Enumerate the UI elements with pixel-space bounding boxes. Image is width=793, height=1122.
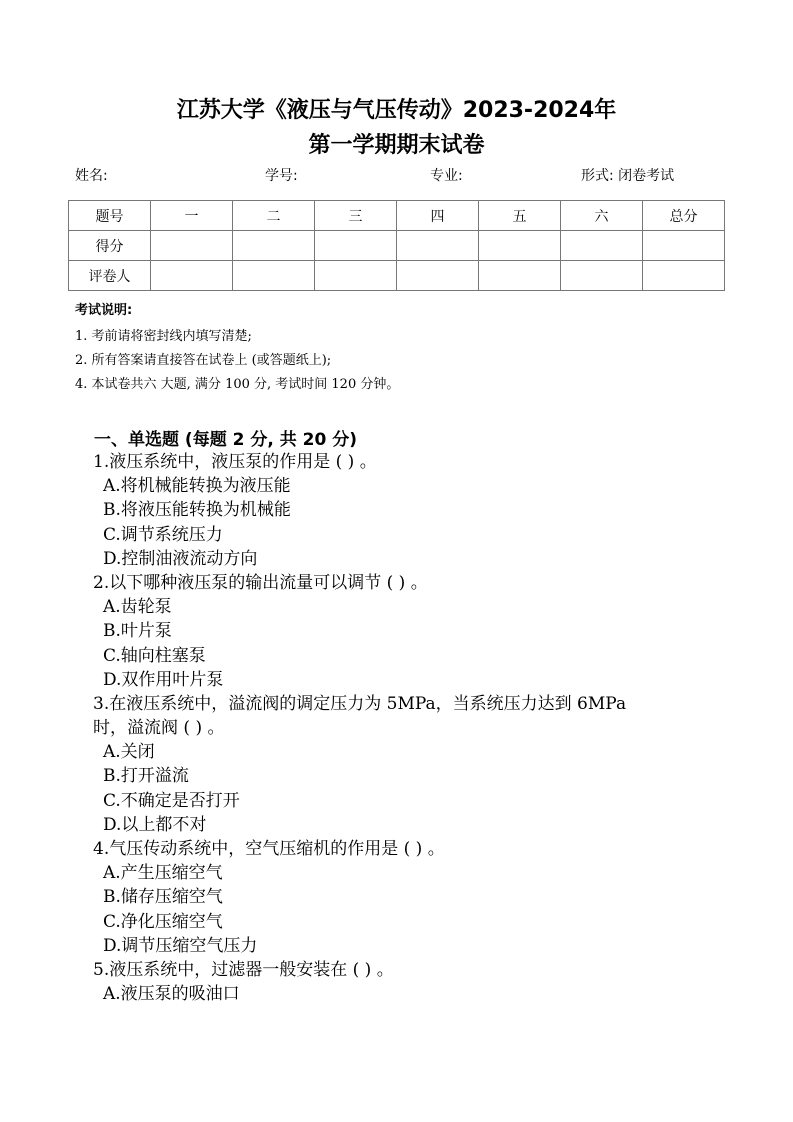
score-cell[interactable]: [479, 231, 561, 261]
question-option: A.产生压缩空气: [103, 863, 223, 884]
score-header-cell: 四: [397, 201, 479, 231]
grader-cell[interactable]: [397, 261, 479, 291]
grader-cell[interactable]: [479, 261, 561, 291]
score-table: [68, 200, 725, 291]
score-row-label: 得分: [69, 231, 151, 261]
student-info-row: [0, 165, 793, 185]
grader-cell[interactable]: [151, 261, 233, 291]
question-stem-continued: 时，溢流阀 ( ) 。: [93, 718, 225, 739]
question-option: B.叶片泵: [103, 621, 172, 642]
score-header-cell: 三: [315, 201, 397, 231]
question-option: B.打开溢流: [103, 766, 189, 787]
score-header-cell: 一: [151, 201, 233, 231]
grader-cell[interactable]: [561, 261, 643, 291]
question-option: B.将液压能转换为机械能: [103, 500, 291, 521]
question-option: D.双作用叶片泵: [103, 669, 224, 690]
question-stem: 4.气压传动系统中，空气压缩机的作用是 ( ) 。: [93, 839, 445, 859]
score-header-cell: 题号: [69, 201, 151, 231]
score-cell[interactable]: [151, 231, 233, 261]
question-option: C.净化压缩空气: [103, 911, 223, 932]
question-option: A.液压泵的吸油口: [103, 984, 240, 1005]
question-option: A.关闭: [103, 742, 155, 763]
question-option: A.将机械能转换为液压能: [103, 476, 291, 497]
exam-title-line1: 江苏大学《液压与气压传动》2023-2024年: [176, 98, 617, 123]
question-stem: 5.液压系统中，过滤器一般安装在 ( ) 。: [93, 959, 394, 980]
question-stem: 2.以下哪种液压泵的输出流量可以调节 ( ) 。: [93, 572, 428, 593]
score-cell[interactable]: [233, 231, 315, 261]
score-header-cell: 总分: [643, 201, 725, 231]
question-stem: 3.在液压系统中，溢流阀的调定压力为 5MPa，当系统压力达到 6MPa: [93, 693, 627, 714]
question-2: [93, 571, 713, 692]
question-option: D.以上都不对: [103, 814, 207, 835]
question-option: A.齿轮泵: [103, 597, 172, 618]
question-option: C.调节系统压力: [103, 524, 223, 545]
score-cell[interactable]: [397, 231, 479, 261]
question-option: B.储存压缩空气: [103, 887, 223, 908]
question-option: C.不确定是否打开: [103, 790, 240, 811]
section-title: 一、单选题 (每题 2 分, 共 20 分): [94, 430, 357, 450]
question-1: [93, 450, 713, 571]
question-option: D.调节压缩空气压力: [103, 935, 258, 956]
exam-note-item: 1. 考前请将密封线内填写清楚;: [75, 329, 252, 344]
exam-notes-list: [75, 325, 399, 397]
exam-note-item: 2. 所有答案请直接答在试卷上 (或答题纸上);: [75, 353, 332, 368]
score-cell[interactable]: [315, 231, 397, 261]
score-header-cell: 五: [479, 201, 561, 231]
score-cell[interactable]: [643, 231, 725, 261]
score-table-row: [69, 231, 725, 261]
grader-table-row: [69, 261, 725, 291]
exam-notes-heading: 考试说明:: [75, 303, 133, 318]
question-3: [93, 692, 713, 837]
grader-cell[interactable]: [315, 261, 397, 291]
name-label: 姓名:: [75, 168, 108, 184]
score-table-header-row: [69, 201, 725, 231]
question-option: C.轴向柱塞泵: [103, 645, 206, 666]
student-id-label: 学号:: [265, 168, 298, 184]
score-cell[interactable]: [561, 231, 643, 261]
score-header-cell: 六: [561, 201, 643, 231]
question-list: [93, 450, 713, 1006]
major-label: 专业:: [430, 168, 463, 184]
grader-cell[interactable]: [643, 261, 725, 291]
grader-cell[interactable]: [233, 261, 315, 291]
score-header-cell: 二: [233, 201, 315, 231]
question-stem: 1.液压系统中，液压泵的作用是 ( ) 。: [93, 452, 377, 472]
exam-format-label: 形式: 闭卷考试: [581, 168, 675, 184]
question-option: D.控制油液流动方向: [103, 548, 258, 569]
question-4: [93, 837, 713, 958]
exam-title-line2: 第一学期期末试卷: [308, 133, 485, 158]
grader-row-label: 评卷人: [69, 261, 151, 291]
question-5: [93, 958, 713, 1006]
exam-note-item: 4. 本试卷共六 大题, 满分 100 分, 考试时间 120 分钟。: [75, 377, 400, 392]
